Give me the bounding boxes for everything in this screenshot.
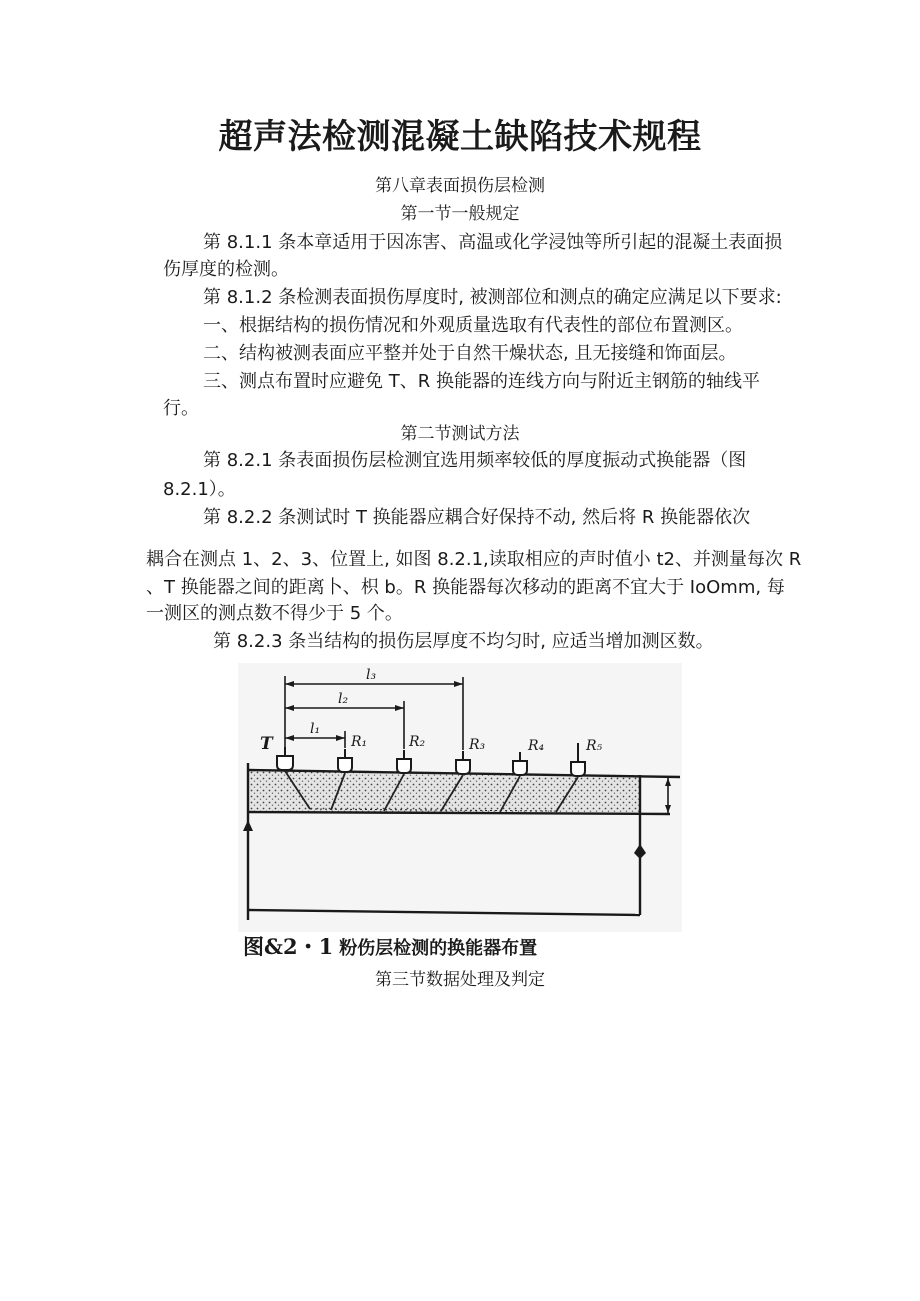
chapter-heading: 第八章表面损伤层检测 xyxy=(375,176,545,196)
section-heading: 第二节测试方法 xyxy=(400,424,520,444)
clause-8-1-1-line: 第 8.1.1 条本章适用于因冻害、高温或化学浸蚀等所引起的混凝土表面损 xyxy=(203,232,783,253)
clause-8-1-1-line: 伤厚度的检测。 xyxy=(163,259,289,280)
figure-caption-text: 粉伤层检测的换能器布置 xyxy=(339,938,538,959)
figure-caption xyxy=(243,934,537,962)
clause-8-1-2: 第 8.1.2 条检测表面损伤厚度时, 被测部位和测点的确定应满足以下要求: xyxy=(203,287,782,308)
clause-8-2-2-line: 第 8.2.2 条测试时 T 换能器应耦合好保持不动, 然后将 R 换能器依次 xyxy=(203,507,751,528)
figure-caption-number: 图&2・1 xyxy=(243,934,334,959)
dimension-label-l1: l₁ xyxy=(310,721,321,737)
receiver-label-r5: R₅ xyxy=(586,738,603,754)
transmitter-label: T xyxy=(260,734,273,754)
clause-8-2-3: 第 8.2.3 条当结构的损伤层厚度不均匀时, 应适当增加测区数。 xyxy=(213,631,714,652)
receiver-label-r3: R₃ xyxy=(469,737,486,753)
receiver-label-r1: R₁ xyxy=(351,734,368,750)
figure-transducer-layout xyxy=(238,663,682,932)
figure-diagram xyxy=(238,663,682,932)
clause-8-2-2-line: 耦合在测点 1、2、3、位置上, 如图 8.2.1,读取相应的声时值小 t2、并测量每次 R xyxy=(146,549,802,570)
clause-8-2-1-line: 第 8.2.1 条表面损伤层检测宜选用频率较低的厚度振动式换能器（图 xyxy=(203,450,747,471)
requirement-item-3-line: 三、测点布置时应避免 T、R 换能器的连线方向与附近主钢筋的轴线平 xyxy=(203,371,760,392)
requirement-item-1: 一、根据结构的损伤情况和外观质量选取有代表性的部位布置测区。 xyxy=(203,315,743,336)
requirement-item-2: 二、结构被测表面应平整并处于自然干燥状态, 且无接缝和饰面层。 xyxy=(203,343,737,364)
receiver-label-r2: R₂ xyxy=(409,734,426,750)
clause-8-2-1-line: 8.2.1）。 xyxy=(163,479,236,500)
dimension-label-l2: l₂ xyxy=(338,691,349,707)
section-heading: 第一节一般规定 xyxy=(400,204,520,224)
clause-8-2-2-line: 、T 换能器之间的距离卜、枳 b。R 换能器每次移动的距离不宜大于 IoOmm, 每 xyxy=(146,577,785,598)
requirement-item-3-line: 行。 xyxy=(163,398,199,419)
dimension-label-l3: l₃ xyxy=(366,667,377,683)
page-title: 超声法检测混凝土缺陷技术规程 xyxy=(218,117,702,157)
section-heading: 第三节数据处理及判定 xyxy=(375,970,545,990)
receiver-label-r4: R₄ xyxy=(528,738,545,754)
clause-8-2-2-line: 一测区的测点数不得少于 5 个。 xyxy=(146,603,403,624)
